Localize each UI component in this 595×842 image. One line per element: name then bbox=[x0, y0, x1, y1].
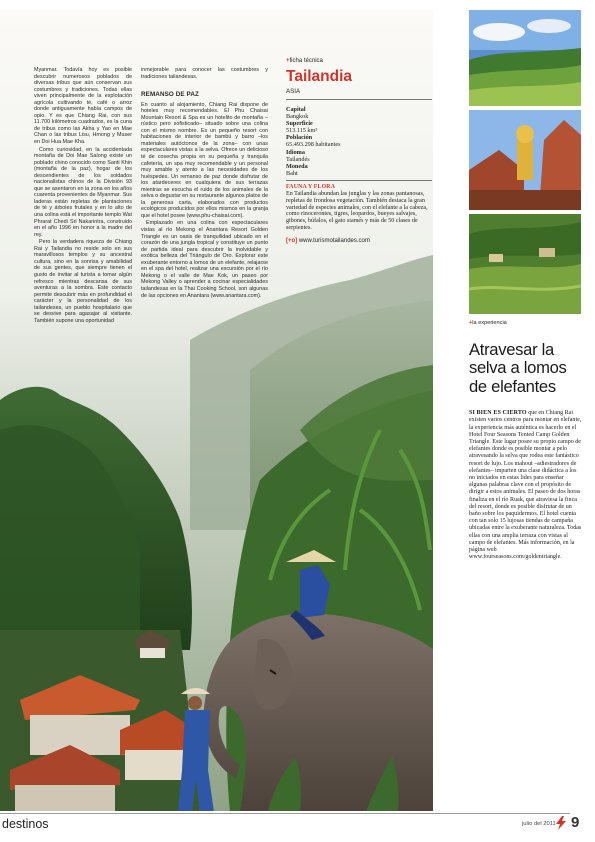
region-label: ASIA bbox=[286, 88, 432, 100]
page-number: 9 bbox=[571, 814, 580, 831]
fact-value: Tailandés bbox=[286, 155, 310, 163]
fauna-text: En Tailandia abundan las junglas y las zonas pantanosas, repletas de frondosa vegetación. También destaca la gran variedad de especies animales, con el elefante a la cabeza, como rinocerontes, tigres, leopardos, bueyes salvajes, gibones, búfalos, el gato siamés y más de 50 clases de serpientes. bbox=[286, 190, 428, 231]
fact-label: Idioma bbox=[286, 148, 305, 156]
tourism-link-url[interactable]: www.turismotailandes.com bbox=[298, 237, 370, 244]
issue-date: julio del 2011 bbox=[522, 821, 556, 827]
article-column-1 bbox=[34, 67, 132, 325]
fact-value: 65.493.298 habitantes bbox=[286, 141, 341, 149]
sidebar-body bbox=[469, 410, 582, 561]
plus-icon: + bbox=[286, 58, 290, 64]
fact-label: Capital bbox=[286, 106, 306, 113]
fact-sheet-tag-label: ficha técnica bbox=[289, 58, 323, 64]
paragraph: Myanmar. Todavía hoy es posible descubrir numerosos poblados de diversas tribus que aún conservan sus costumbres y tradiciones. Todas ellas viven principalmente de la explotación agrícola cultivando té, café o arroz donde antiguamente había campos de opio. Y es que Chiang Rai, con sus 11.700 kilómetros cuadrados, es la cuna de tribus como las Akha y Yao en Mae Chan o las tribus Lisu, Hmong y Muser en Doi Hua Mae Kha. bbox=[34, 67, 132, 146]
country-name: Tailandia bbox=[286, 68, 353, 85]
fact-label: Moneda bbox=[286, 162, 308, 170]
fact-sheet bbox=[286, 58, 432, 244]
facts-list bbox=[286, 106, 432, 181]
paragraph: En cuanto al alojamiento, Chiang Rai dispone de hoteles muy recomendables. El Phu Chaisai Mountain Resort & Spa es un hotelito de montaña –rústico pero sofisticado– situado sobre una colina con el mismo nombre. Es un pequeño resort con habitaciones de interior de bambú y barro –los materiales autóctonos de la zona– con unas espectaculares vistas a la selva. Ofrece un delicioso té de cosecha propia en su pequeña y tranquila cafetería, un spa muy recomendable y un personal muy amable y atento a las necesidades de los huéspedes. Un remanso de paz donde disfrutar de los atardeceres en cualquiera de sus terrazas mientras se escucha el ruido de los animales de la selva o degustar en su restaurante algunos platos de la generosa carta, elaborados con productos ecológicos producidos por ellos mismos en la granja que el hotel posee (www.phu-chaisai.com). bbox=[141, 101, 268, 219]
temple-thumbnail bbox=[469, 110, 581, 210]
paragraph: Emplazado en una colina con espectaculares vistas al río Mekong el Anantara Resort Golden Triangle es un oasis de tranquilidad ubicado en el corazón de una jungla tropical y constituye un punto de partida ideal para descubrir la inolvidable y exótica belleza del Triángulo de Oro. Explorar este exuberante entorno a lomos de un elefante, relajarse en el spa del hotel, realizar una excursión por el río Mekong o el valle de Mae Kok, un paseo por Mekong Valley o aprender a cocinar especialidades tailandesas en la Thai Cooking School, son algunas de las opciones en Anantara (www.anantara.com). bbox=[141, 220, 268, 299]
page-footer bbox=[0, 811, 595, 842]
sidebar-text: que en Chiang Rai existen varios centros para montar en elefante, la experiencia más auténtica es hacerlo en el Hotel Four Seasons Tented Camp Golden Triangle. Este lugar posee su propio campo de elefantes donde es posible montar a pelo atravesando la selva que rodea este fantástico resort de lujo. Los mahout –adiestradores de elefantes– imparten una clase didáctica a los no iniciados en estas lides para enseñar algunas palabras clave con el propósito de dirigir a estos animales. El paseo de dos horas finaliza en el río Ruak, que atraviesa la finca del resort, donde es posible disfrutar de un baño sobre los paquidermos. El hotel cuenta con tan solo 15 lujosas tiendas de campaña ubicadas entre la exuberante naturaleza. Todas ellas con una amplia terraza con vistas al campo de elefantes. Más información, en la página web www.fourseasons.com/goldentriangle. bbox=[469, 410, 582, 561]
paragraph: Pero la verdadera riqueza de Chiang Rai y Tailandia no reside solo en sus maravillosos templos y su ancestral cultura, sino en la sonrisa y amabilidad de sus gentes, que siempre tienen el gusto de invitar al turista a tomar algún refresco mientras descansa de sus aventuras a la sombra. Este contacto permite descubrir más en profundidad el carácter y la personalidad de los tailandeses, un pueblo hospitalario que se desvive para agasajar al visitante. También supone una oportunidad bbox=[34, 239, 132, 324]
plus-icon: + bbox=[469, 320, 473, 326]
paragraph: inmejorable para conocer las costumbres y tradiciones tailandesas. bbox=[141, 67, 268, 80]
landscape-thumbnail bbox=[469, 10, 581, 106]
article-column-2 bbox=[141, 67, 268, 300]
tourism-link[interactable] bbox=[286, 238, 432, 244]
sidebar-title: Atravesar la selva a lomos de elefantes bbox=[469, 340, 567, 396]
experience-sidebar bbox=[469, 320, 582, 561]
fact-value: Baht bbox=[286, 169, 298, 177]
experience-tag-label: la experiencia bbox=[472, 320, 507, 326]
fact-label: Población bbox=[286, 134, 313, 142]
sidebar-lead: SI BIEN ES CIERTO bbox=[469, 410, 527, 417]
section-subheading: REMANSO DE PAZ bbox=[141, 91, 199, 99]
fact-sheet-tag bbox=[286, 58, 432, 64]
brand-mark-icon bbox=[556, 816, 566, 830]
link-prefix: [+o] bbox=[286, 237, 298, 244]
fact-value: Bangkok bbox=[286, 113, 309, 121]
experience-tag bbox=[469, 320, 582, 326]
footer-rule bbox=[0, 813, 570, 814]
fauna-heading: FAUNA Y FLORA bbox=[286, 183, 336, 190]
paragraph: Como curiosidad, en la accidentada montaña de Doi Mae Salong existe un poblado chino conocido como Santi Khin (montaña de la paz), hogar de los descendientes de los soldados nacionalistas chinos de la División 93 que se asentaron en la zona en los años cuarenta provenientes de Myanmar. Sus laderas están repletas de plantaciones de té y árboles frutales y en lo alto de una colina está el importante templo Wat Phrarat Chedi Sri Nakarintra, construido en el año 1996 en honor a la madre del rey. bbox=[34, 146, 132, 238]
fact-value: 513.115 km² bbox=[286, 127, 318, 135]
section-name: destinos bbox=[2, 817, 49, 831]
fact-label: Superficie bbox=[286, 120, 313, 128]
field-thumbnail bbox=[469, 214, 581, 314]
